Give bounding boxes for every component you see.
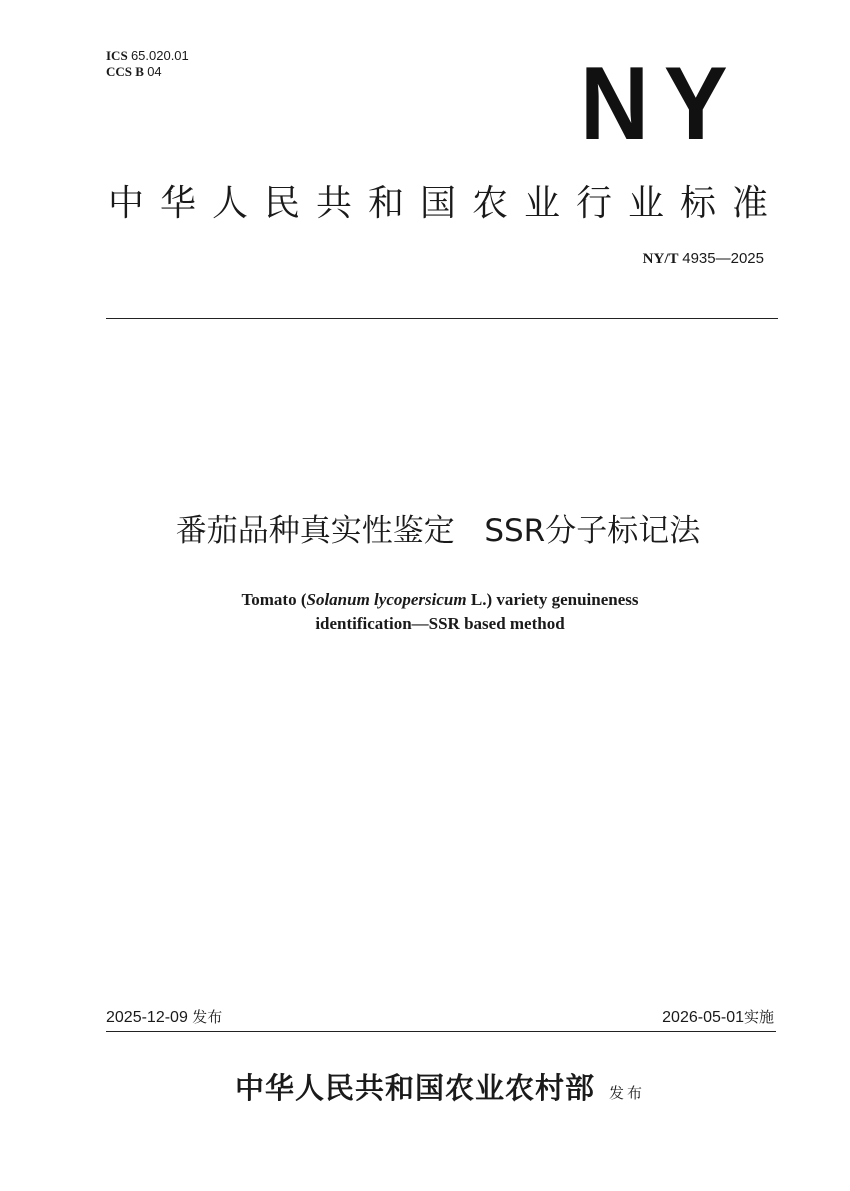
ccs-code: [106, 64, 162, 80]
title-english-line-1: [0, 588, 850, 612]
title-english-line-1-start: Tomato (: [241, 590, 307, 609]
title-chinese: 番茄品种真实性鉴定 SSR分子标记法: [175, 513, 701, 549]
publisher-name: 中华人民共和国农业农村部: [234, 1071, 595, 1105]
issue-date-block: [106, 1006, 222, 1029]
standard-number-prefix: NY/T: [642, 251, 679, 267]
header-divider: [106, 318, 778, 319]
title-english: [0, 588, 850, 636]
ccs-label: CCS B: [106, 64, 144, 79]
ccs-value: 04: [147, 64, 162, 79]
title-english-line-1-end: L.) variety genuineness: [466, 590, 639, 609]
issue-date: 2025-12-09: [106, 1009, 188, 1026]
ics-label: ICS: [106, 48, 128, 63]
publisher-suffix: 发布: [609, 1084, 646, 1102]
standard-number: [643, 250, 764, 268]
effective-date: 2026-05-01: [662, 1009, 744, 1026]
effective-date-block: [662, 1006, 774, 1029]
standard-category-heading: 中华人民共和国农业行业标准: [108, 183, 768, 224]
issue-label: 发布: [192, 1008, 223, 1026]
standard-number-value: 4935—2025: [682, 250, 764, 267]
scientific-name: Solanum lycopersicum: [306, 590, 467, 609]
ics-code: [106, 48, 189, 64]
publisher-block: [0, 1068, 850, 1108]
effective-label: 实施: [743, 1008, 774, 1026]
ny-logo: NY: [580, 46, 743, 162]
title-english-line-2: identification—SSR based method: [315, 614, 565, 633]
footer-divider: [106, 1031, 776, 1032]
ics-value: 65.020.01: [130, 48, 189, 63]
